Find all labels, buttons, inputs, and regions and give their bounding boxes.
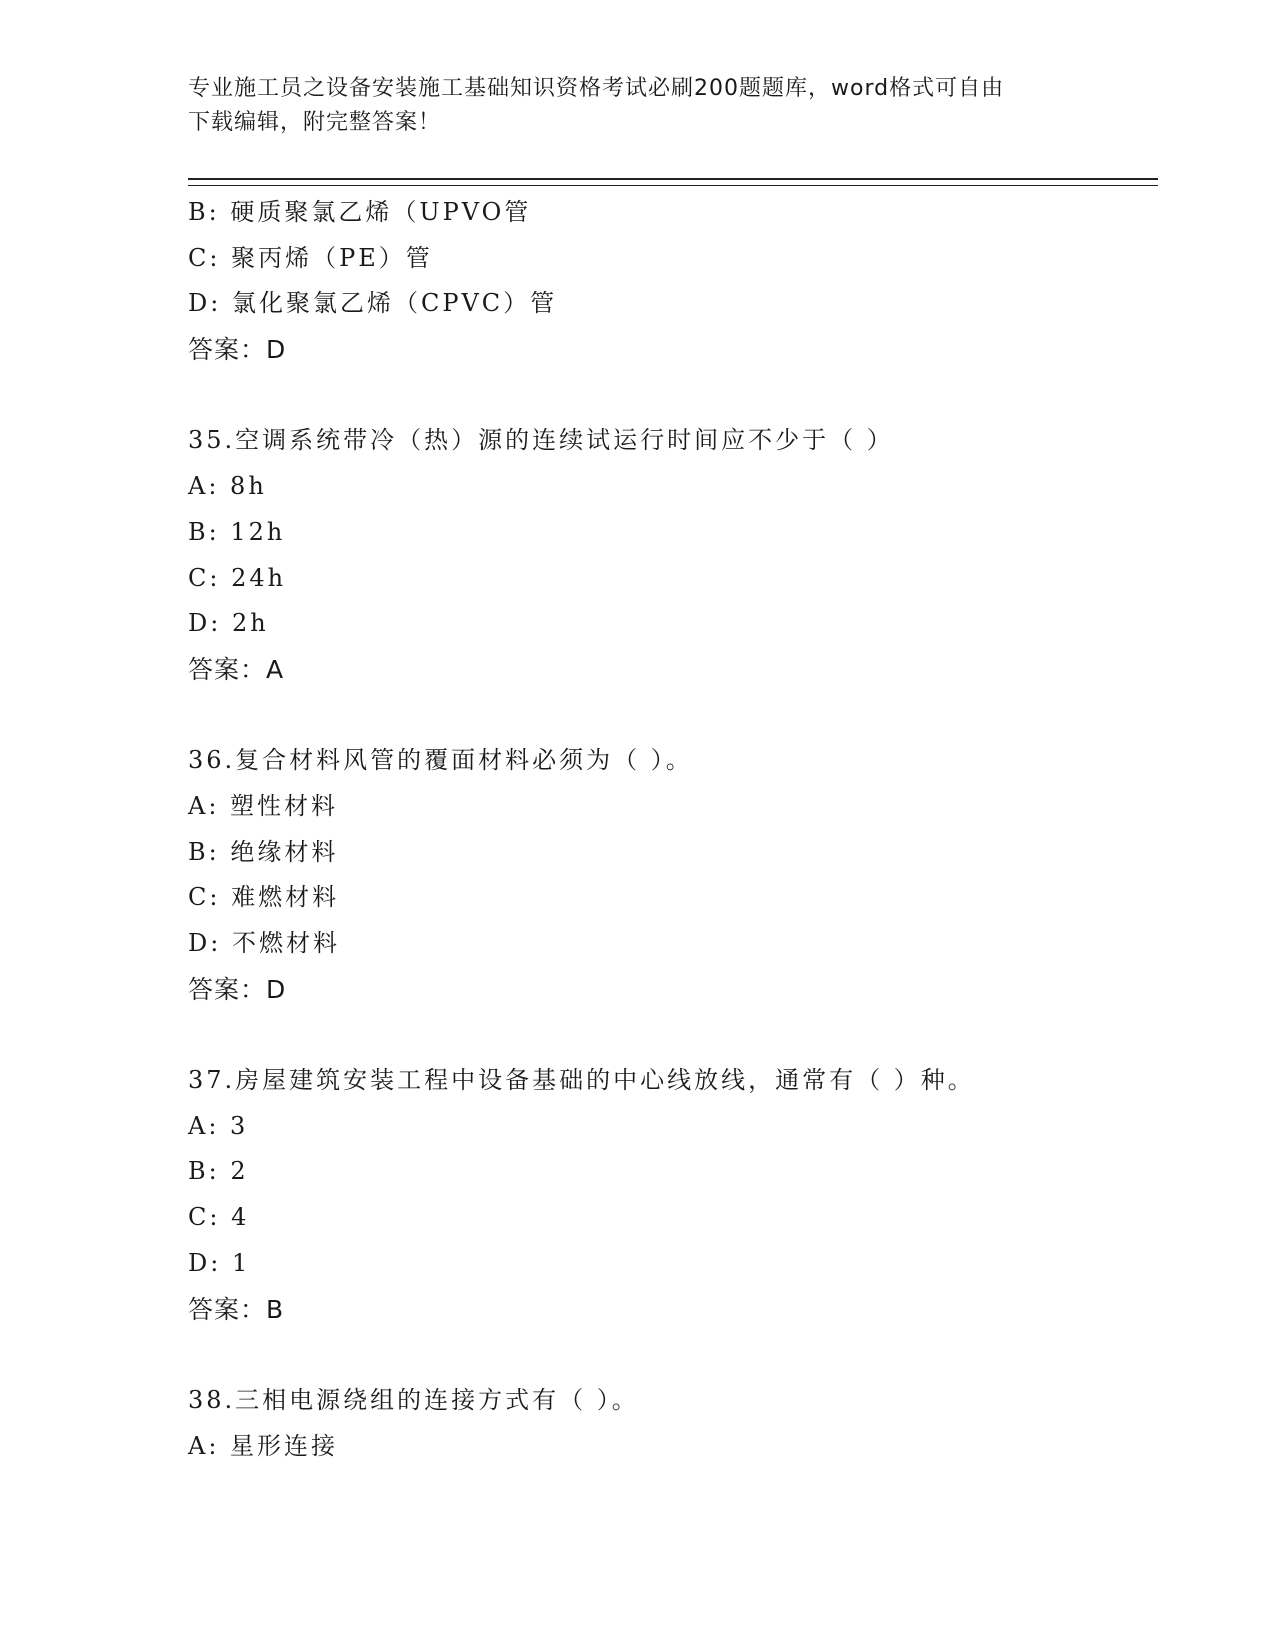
- answer: 答案：D: [188, 335, 287, 365]
- answer: 答案：D: [188, 974, 287, 1004]
- question-37: [188, 1058, 1158, 1332]
- spacer: [188, 373, 1158, 419]
- question-stem: 35.空调系统带冷（热）源的连续试运行时间应不少于（ ）: [188, 426, 894, 455]
- spacer: [188, 1332, 1158, 1378]
- question-35: [188, 418, 1158, 692]
- question-38: [188, 1378, 1158, 1469]
- option-b: B: 硬质聚氯乙烯（UPVO管: [188, 198, 532, 226]
- question-36: [188, 738, 1158, 1012]
- option-c: C: 难燃材料: [188, 883, 340, 912]
- option-a: A: 3: [188, 1111, 249, 1140]
- option-d: D: 1: [188, 1248, 251, 1277]
- option-d: D: 氯化聚氯乙烯（CPVC）管: [188, 289, 558, 318]
- header-line-1: 专业施工员之设备安装施工基础知识资格考试必刷200题题库，word格式可自由: [188, 76, 1005, 101]
- question-stem: 36.复合材料风管的覆面材料必须为（ ）。: [188, 746, 693, 775]
- option-a: A: 8h: [188, 472, 267, 501]
- option-d: D: 2h: [188, 609, 269, 638]
- option-b: B: 12h: [188, 517, 286, 546]
- option-c: C: 4: [188, 1203, 250, 1232]
- header-line-2: 下载编辑，附完整答案！: [188, 110, 442, 135]
- option-a: A: 塑性材料: [188, 791, 339, 820]
- spacer: [188, 693, 1158, 739]
- option-d: D: 不燃材料: [188, 929, 340, 957]
- option-c: C: 聚丙烯（PE）管: [188, 243, 433, 272]
- answer: 答案：B: [188, 1294, 285, 1324]
- question-stem: 37.房屋建筑安装工程中设备基础的中心线放线，通常有（ ）种。: [188, 1066, 975, 1095]
- option-c: C: 24h: [188, 563, 287, 592]
- question-34-continued: [188, 190, 1158, 373]
- document-header: [188, 72, 1088, 140]
- spacer: [188, 1012, 1158, 1058]
- question-list: [188, 190, 1158, 1469]
- answer: 答案：A: [188, 654, 285, 684]
- header-divider: [188, 178, 1158, 186]
- question-stem: 38.三相电源绕组的连接方式有（ ）。: [188, 1385, 639, 1414]
- option-b: B: 绝缘材料: [188, 837, 339, 866]
- option-a: A: 星形连接: [188, 1431, 339, 1460]
- option-b: B: 2: [188, 1157, 249, 1186]
